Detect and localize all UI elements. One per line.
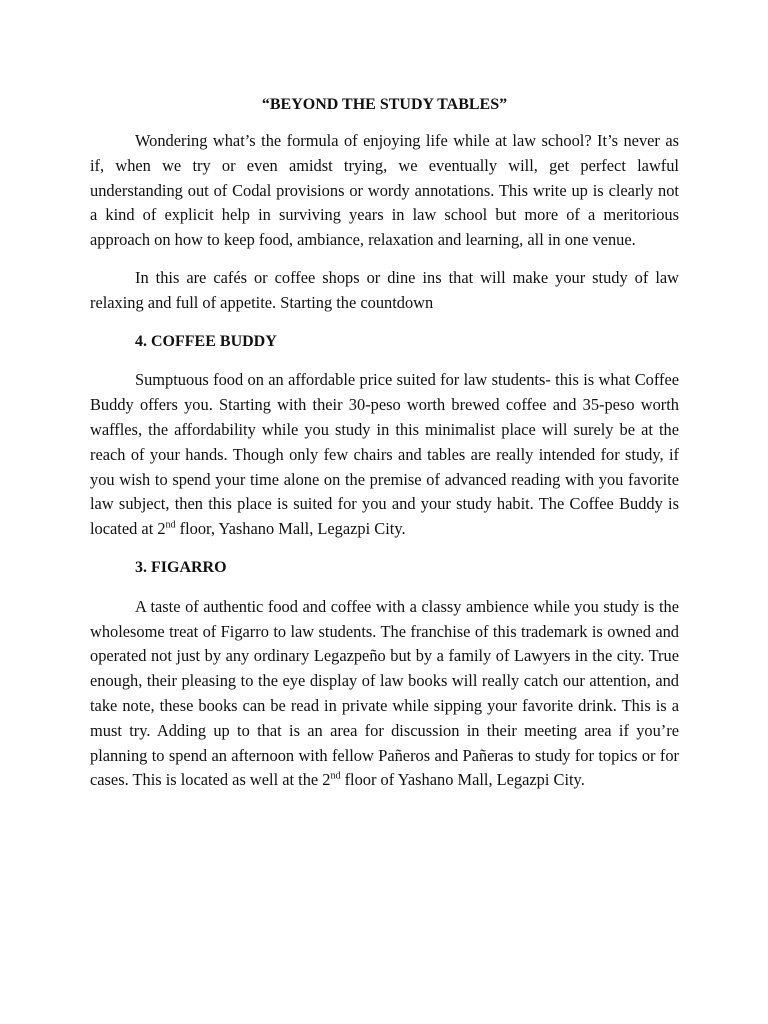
- section-paragraph-coffee-buddy: [90, 368, 679, 542]
- section-heading-coffee-buddy: 4. COFFEE BUDDY: [135, 332, 277, 350]
- ordinal-suffix: nd: [165, 519, 176, 531]
- paragraph-text: A taste of authentic food and coffee with a classy ambience while you study is the wholesome treat of Figarro to law students. The franchise of this trademark is owned and operated not just by any ordinary Legazpeño but by a family of Lawyers in the city. True enough, their pleasing to the eye display of law books will really catch our attention, and take note, these books can be read in private while sipping your favorite drink. This is a must try. Adding up to that is an area for discussion in their meeting area if you’re planning to spend an afternoon with fellow Pañeros and Pañeras to study for topics or for cases. This is located as well at the 2: [90, 596, 679, 790]
- paragraph-text: Sumptuous food on an affordable price suited for law students- this is what Coffee Buddy offers you. Starting with their 30-peso worth brewed coffee and 35-peso worth waffles, the affordability while you study in this minimalist place will surely be at the reach of your hands. Though only few chairs and tables are really intended for study, if you wish to spend your time alone on the premise of advanced reading with you favorite law subject, then this place is suited for you and your study habit. The Coffee Buddy is located at 2: [90, 370, 679, 539]
- paragraph-text: floor, Yashano Mall, Legazpi City.: [175, 519, 406, 539]
- intro-paragraph: In this are cafés or coffee shops or dine ins that will make your study of law relaxing and full of appetite. Starting the countdown: [90, 267, 679, 312]
- document-title: “BEYOND THE STUDY TABLES”: [261, 96, 508, 113]
- section-paragraph-figarro: [90, 595, 679, 793]
- section-heading-figarro: 3. FIGARRO: [135, 558, 227, 576]
- intro-paragraph: Wondering what’s the formula of enjoying life while at law school? It’s never as if, when we try or even amidst trying, we eventually will, get perfect lawful understanding out of Codal provisions or wordy annotations. This write up is clearly not a kind of explicit help in surviving years in law school but more of a meritorious approach on how to keep food, ambiance, relaxation and learning, all in one venue.: [90, 131, 679, 250]
- ordinal-suffix: nd: [330, 770, 341, 782]
- paragraph-text: floor of Yashano Mall, Legazpi City.: [340, 770, 585, 790]
